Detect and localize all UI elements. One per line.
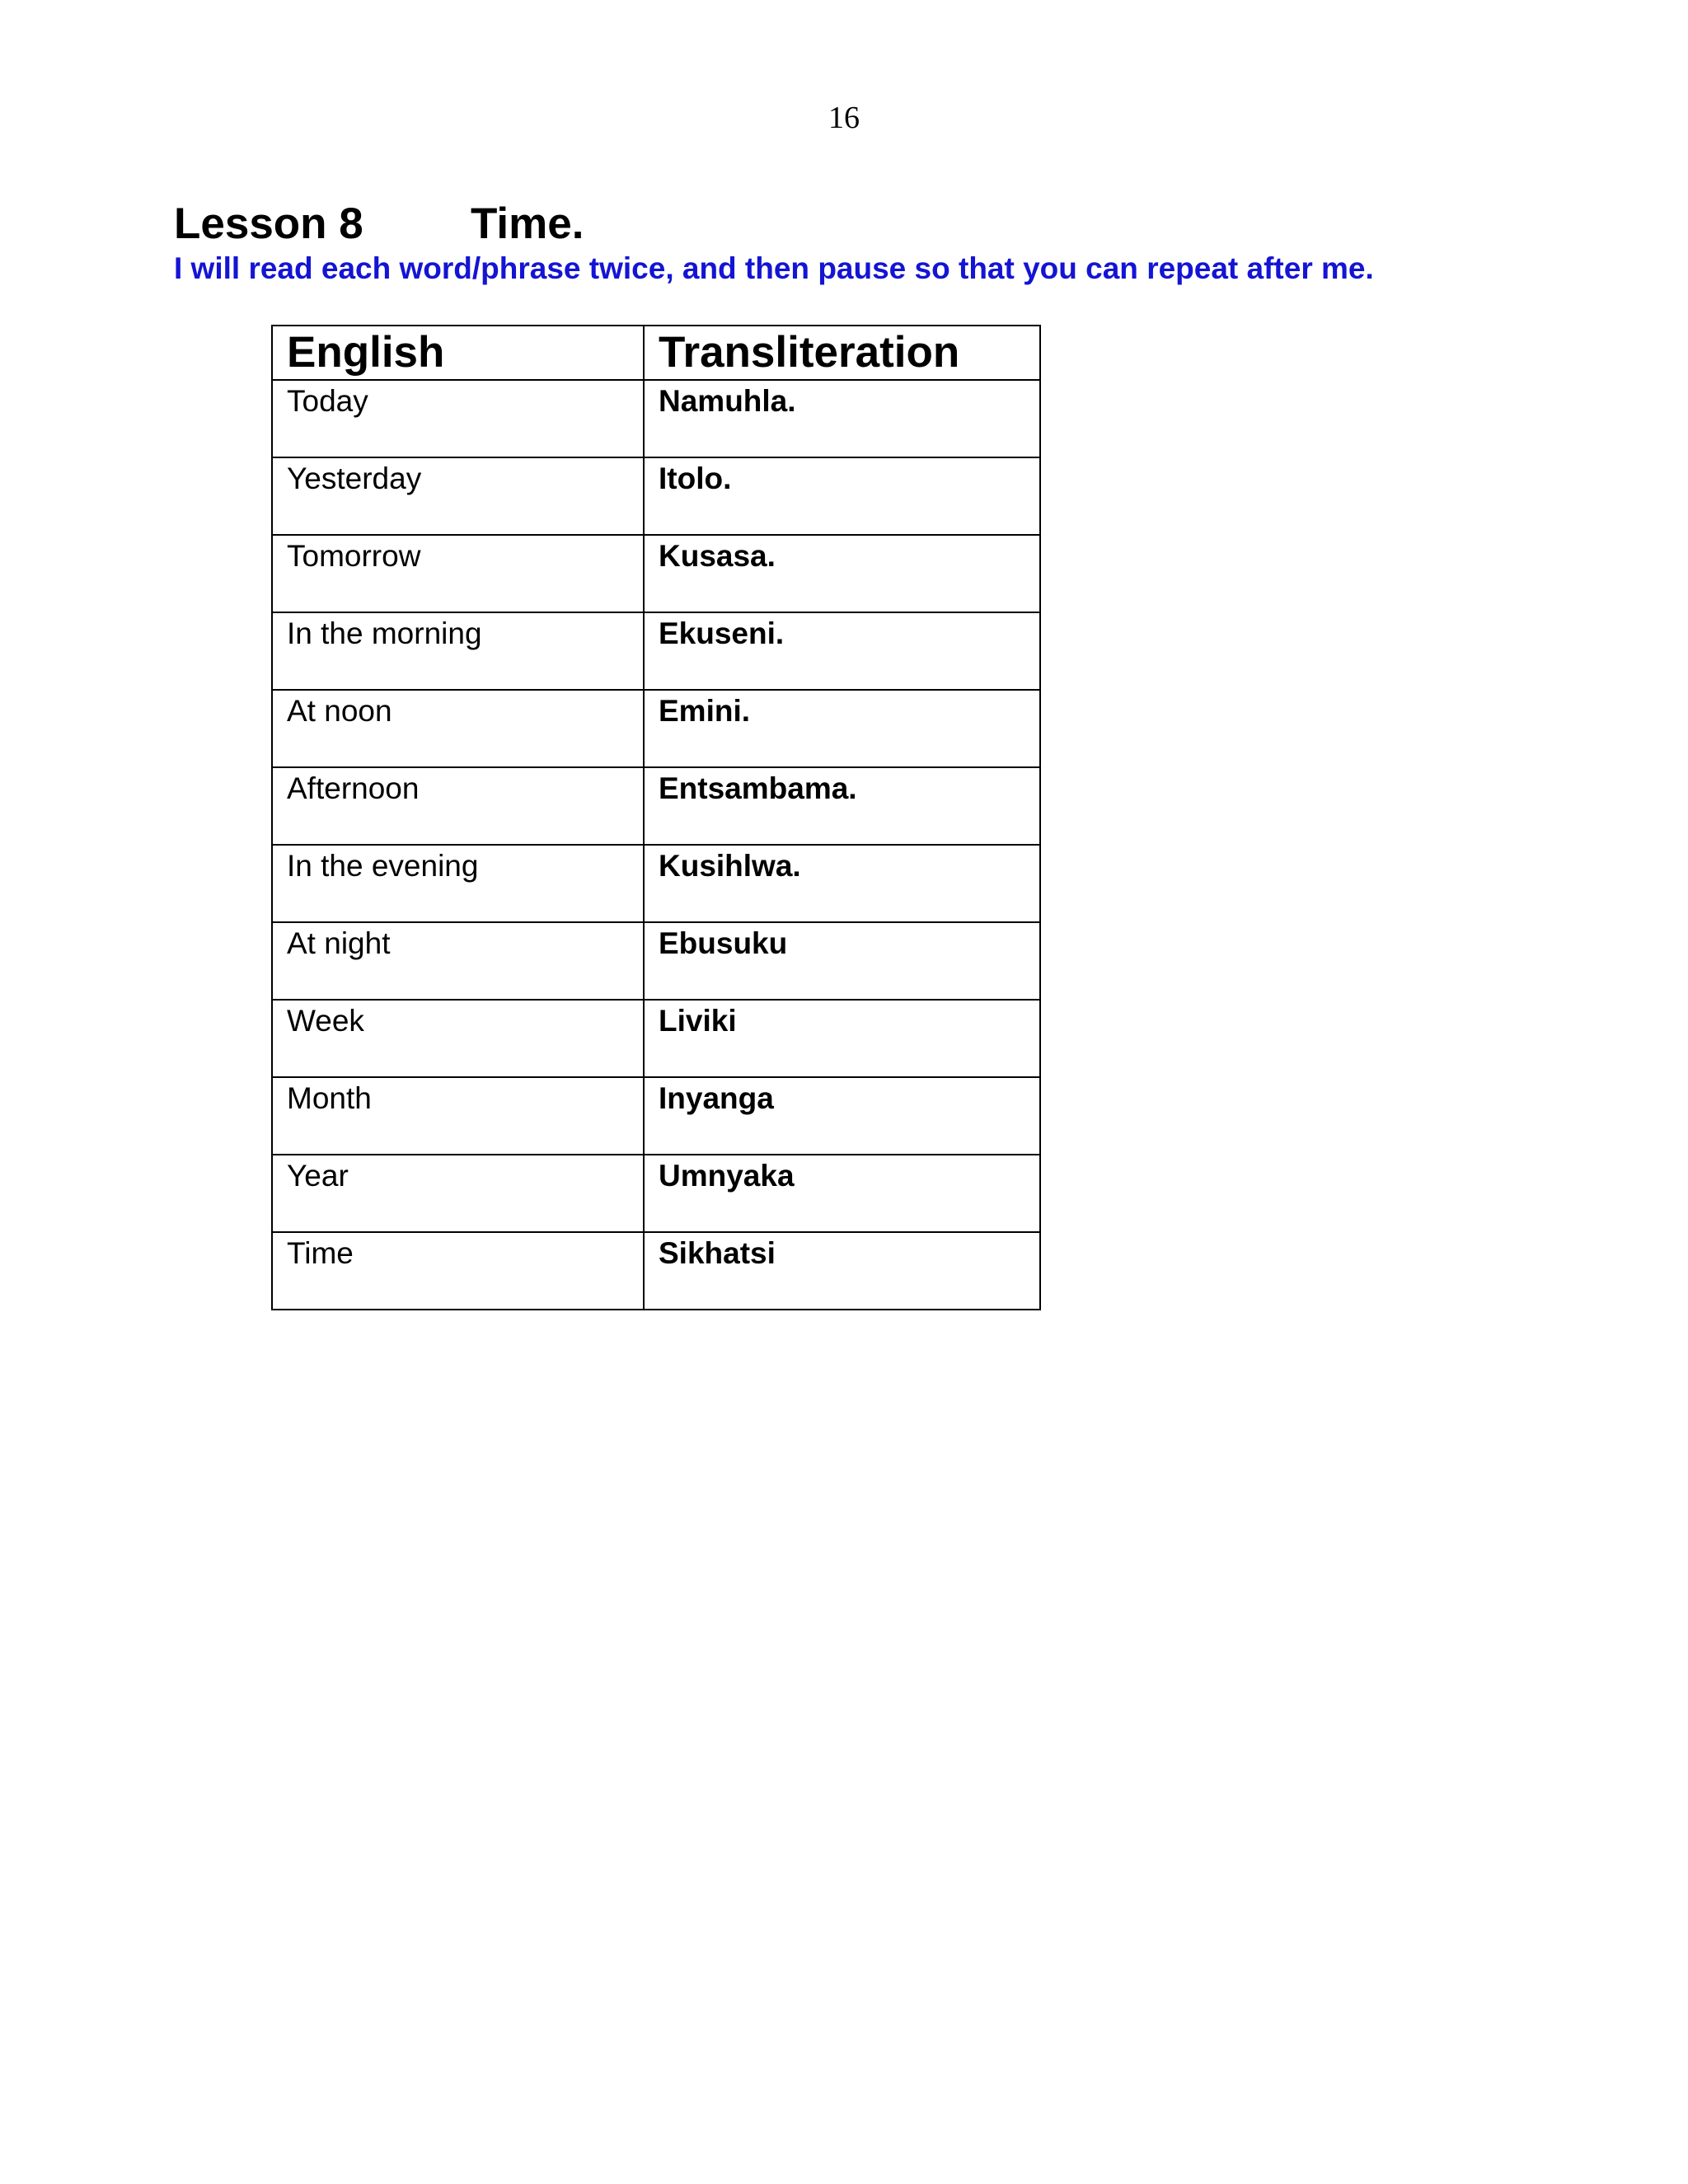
transliteration-cell: Emini.: [644, 690, 1040, 767]
english-word-cell: In the morning: [272, 612, 644, 690]
table-row: [272, 1155, 1040, 1232]
transliteration-cell: Sikhatsi: [644, 1232, 1040, 1310]
page-number: 16: [828, 101, 860, 135]
table-row: [272, 535, 1040, 612]
table-row: [272, 922, 1040, 1000]
transliteration-cell: Ebusuku: [644, 922, 1040, 1000]
english-word-cell: At noon: [272, 690, 644, 767]
vocabulary-table-body: [272, 380, 1040, 1310]
english-word-cell: Week: [272, 1000, 644, 1077]
transliteration-cell: Itolo.: [644, 457, 1040, 535]
vocabulary-table: [271, 325, 1041, 1310]
table-row: [272, 845, 1040, 922]
transliteration-cell: Kusihlwa.: [644, 845, 1040, 922]
english-word-cell: Month: [272, 1077, 644, 1155]
english-word-cell: At night: [272, 922, 644, 1000]
transliteration-cell: Ekuseni.: [644, 612, 1040, 690]
transliteration-cell: Liviki: [644, 1000, 1040, 1077]
lesson-label: Lesson 8: [174, 199, 363, 248]
table-header-row: [272, 326, 1040, 380]
table-row: [272, 1077, 1040, 1155]
column-header-transliteration: Transliteration: [644, 326, 1040, 380]
table-row: [272, 1232, 1040, 1310]
english-word-cell: Afternoon: [272, 767, 644, 845]
transliteration-cell: Kusasa.: [644, 535, 1040, 612]
table-row: [272, 767, 1040, 845]
column-header-english: English: [272, 326, 644, 380]
table-row: [272, 457, 1040, 535]
english-word-cell: In the evening: [272, 845, 644, 922]
english-word-cell: Year: [272, 1155, 644, 1232]
transliteration-cell: Inyanga: [644, 1077, 1040, 1155]
table-row: [272, 690, 1040, 767]
lesson-heading: [174, 198, 584, 251]
transliteration-cell: Umnyaka: [644, 1155, 1040, 1232]
transliteration-cell: Namuhla.: [644, 380, 1040, 457]
table-row: [272, 612, 1040, 690]
english-word-cell: Time: [272, 1232, 644, 1310]
lesson-instruction: I will read each word/phrase twice, and then pause so that you can repeat after me.: [174, 251, 1374, 285]
english-word-cell: Today: [272, 380, 644, 457]
english-word-cell: Tomorrow: [272, 535, 644, 612]
transliteration-cell: Entsambama.: [644, 767, 1040, 845]
english-word-cell: Yesterday: [272, 457, 644, 535]
table-row: [272, 380, 1040, 457]
table-row: [272, 1000, 1040, 1077]
lesson-topic: Time.: [471, 199, 584, 248]
